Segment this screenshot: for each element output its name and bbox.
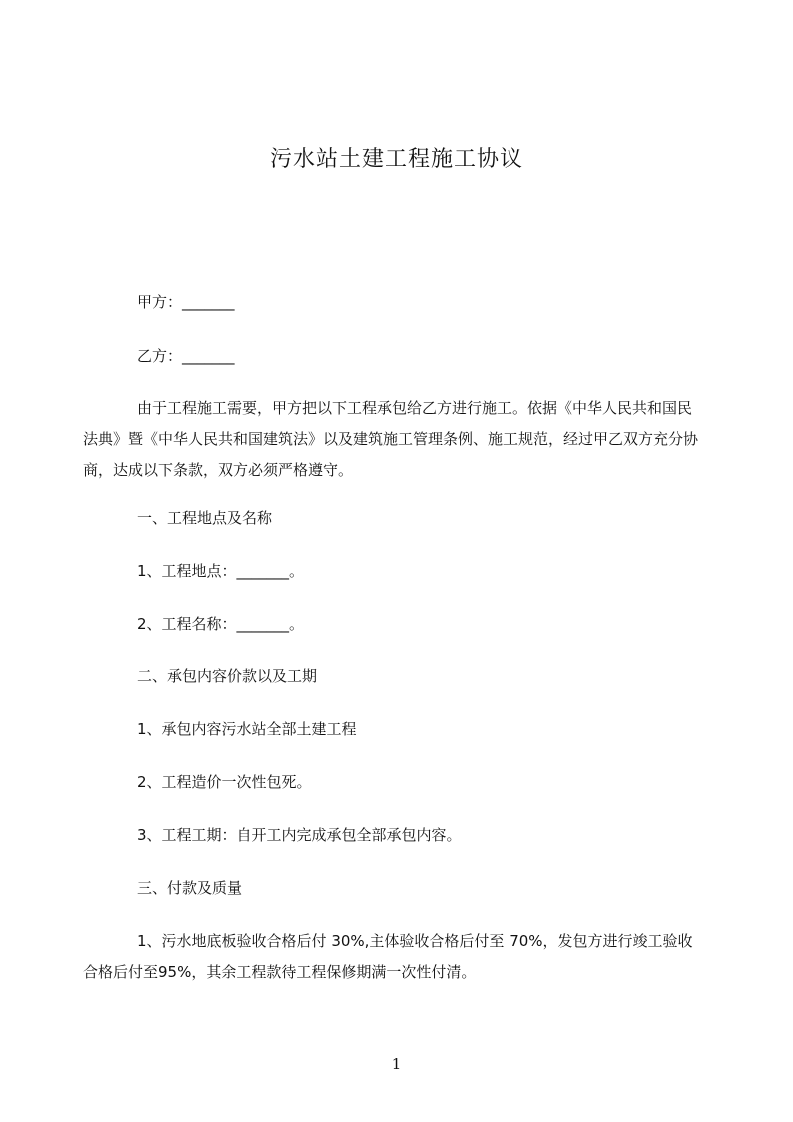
page-number: 1 (391, 1055, 402, 1073)
section1-heading: 一、工程地点及名称 (137, 509, 273, 527)
section2-heading: 二、承包内容价款以及工期 (137, 667, 318, 685)
section2-item-period: 3、工程工期：自开工内完成承包全部承包内容。 (137, 826, 462, 844)
intro-paragraph (83, 393, 705, 486)
document-title: 污水站土建工程施工协议 (269, 147, 523, 172)
section3-payment-paragraph (83, 926, 705, 988)
section2-item-scope: 1、承包内容污水站全部土建工程 (137, 720, 357, 738)
party-a-line: 甲方：_______ (137, 293, 235, 311)
intro-text: 由于工程施工需要，甲方把以下工程承包给乙方进行施工。依据《中华人民共和国民法典》暨《中华人民共和国建筑法》以及建筑施工管理条例、施工规范，经过甲乙双方充分协商，达成以下条款，双方必须严格遵守。 (83, 399, 699, 479)
section3-heading: 三、付款及质量 (137, 879, 243, 897)
section1-item-name: 2、工程名称：_______。 (137, 615, 305, 633)
section1-item-location: 1、工程地点：_______。 (137, 562, 305, 580)
section2-item-price: 2、工程造价一次性包死。 (137, 773, 312, 791)
section3-item-payment: 1、污水地底板验收合格后付 30%,主体验收合格后付至 70%，发包方进行竣工验收合格后付至95%，其余工程款待工程保修期满一次性付清。 (83, 932, 693, 981)
party-b-line: 乙方：_______ (137, 347, 235, 365)
